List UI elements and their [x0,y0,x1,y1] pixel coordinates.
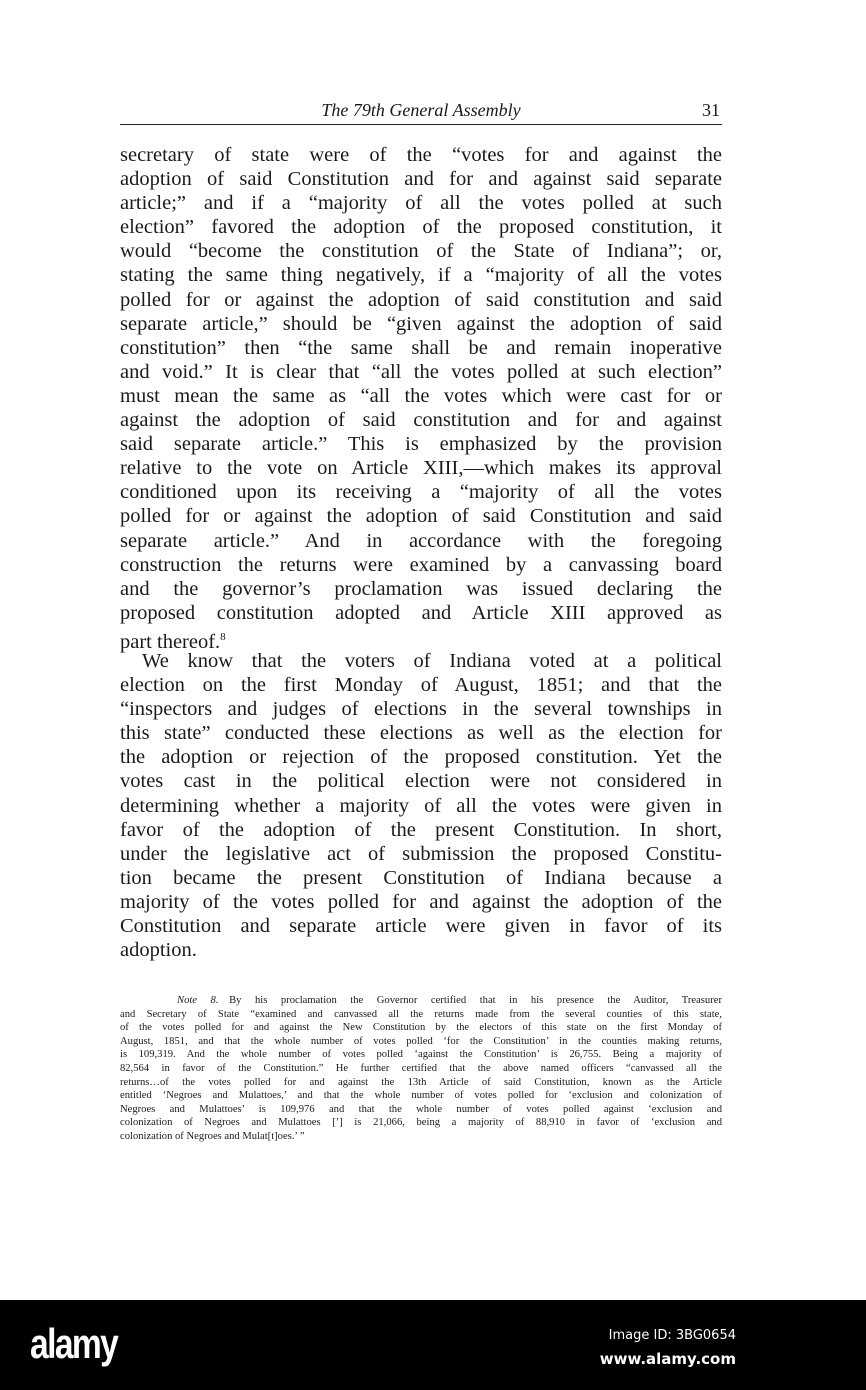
footnote-8 [120,994,722,1144]
text-line: article;” and if a “majority of all the votes polled at such [120,192,722,215]
text-line: polled for or against the adoption of said Constitution and said [120,505,722,528]
text-line: under the legislative act of submission the proposed Constitu- [120,842,722,865]
footnote-line: of the votes polled for and against the New Constitution by the electors of this state on the first Monday of [120,1022,722,1034]
text-line: We know that the voters of Indiana voted at a political [142,649,722,672]
footnote-line: colonization of Negroes and Mulat[t]oes.’ ” [120,1130,305,1142]
running-header [120,98,722,125]
footnote-line [120,994,722,1008]
text-line: against the adoption of said constitution and for and against [120,409,722,432]
page-number: 31 [702,100,720,120]
site-url: www.alamy.com [599,1350,736,1368]
text-line: stating the same thing negatively, if a “majority of all the votes [120,264,722,287]
watermark-bar [0,1300,866,1390]
footnote-line-text: By his proclamation the Governor certified that in his presence the Auditor, Treasurer [229,995,722,1006]
footnote-line: is 109,319. And the whole number of votes polled ‘against the Constitution’ is 26,755. Being a majority of [120,1049,722,1061]
text-line: this state” conducted these elections as well as the election for [120,722,722,745]
text-line: Constitution and separate article were given in favor of its [120,915,722,937]
text-line: secretary of state were of the “votes for and against the [120,144,722,166]
text-line: said separate article.” This is emphasized by the provision [120,433,722,456]
text-line: determining whether a majority of all the votes were given in [120,794,722,817]
footnote-line: 82,564 in favor of the Constitution.” He further certified that the above named officers “canvassed all the [120,1062,722,1074]
text-line: and the governor’s proclamation was issued declaring the [120,577,722,600]
footnote-label: Note 8. [177,995,219,1006]
text-line: polled for or against the adoption of said constitution and said [120,288,722,311]
text-line: adoption. [120,939,197,962]
footnote-line: colonization of Negroes and Mulattoes [’] is 21,066, being a majority of 88,910 in favor of ‘exclusion and [120,1117,722,1129]
text-line: tion became the present Constitution of Indiana because a [120,866,722,889]
text-line: must mean the same as “all the votes which were cast for or [120,384,722,407]
paragraph-2 [120,649,722,962]
body-text [120,143,722,962]
footnote-reference[interactable]: 8 [220,630,226,643]
image-id: Image ID: 3BG0654 [608,1328,736,1343]
text-line: relative to the vote on Article XIII,—which makes its approval [120,457,722,480]
text-line: separate article.” And in accordance with the foregoing [120,529,722,552]
alamy-logo: alamy [30,1320,118,1367]
footnote-line: Negroes and Mulattoes’ is 109,976 and that the whole number of votes polled against ‘exclusion and [120,1103,722,1115]
text-line-content: part thereof. [120,630,221,653]
text-line: construction the returns were examined by a canvassing board [120,553,722,576]
text-line: election” favored the adoption of the proposed constitution, it [120,216,722,239]
paragraph-1 [120,143,722,653]
footnote-line: returns…of the votes polled for and against the 13th Article of said Constitution, known as the Article [120,1076,722,1088]
text-line: and void.” It is clear that “all the votes polled at such election” [120,360,722,383]
text-line: would “become the constitution of the State of Indiana”; or, [120,240,722,263]
text-line: “inspectors and judges of elections in the several townships in [120,698,722,721]
text-line: the adoption or rejection of the proposed constitution. Yet the [120,746,722,769]
text-line: conditioned upon its receiving a “majority of all the votes [120,481,722,504]
text-line: majority of the votes polled for and against the adoption of the [120,890,722,913]
footnote-line: and Secretary of State “examined and canvassed all the returns made from the several counties of this state, [120,1008,722,1020]
text-line: adoption of said Constitution and for and against said separate [120,168,722,191]
text-line: election on the first Monday of August, 1851; and that the [120,674,722,697]
footnote-line: entitled ‘Negroes and Mulattoes,’ and that the whole number of votes polled for ‘exclusion and colonization of [120,1090,722,1102]
running-title: The 79th General Assembly [321,100,521,120]
text-line: constitution” then “the same shall be and remain inoperative [120,336,722,359]
text-line: proposed constitution adopted and Article XIII approved as [120,601,722,624]
text-line: favor of the adoption of the present Constitution. In short, [120,818,722,841]
text-line [120,625,722,653]
text-line: votes cast in the political election were not considered in [120,770,722,793]
text-line: separate article,” should be “given against the adoption of said [120,312,722,335]
footnote-line: August, 1851, and that the whole number of votes polled ‘for the Constitution’ in the counties making returns, [120,1035,722,1047]
